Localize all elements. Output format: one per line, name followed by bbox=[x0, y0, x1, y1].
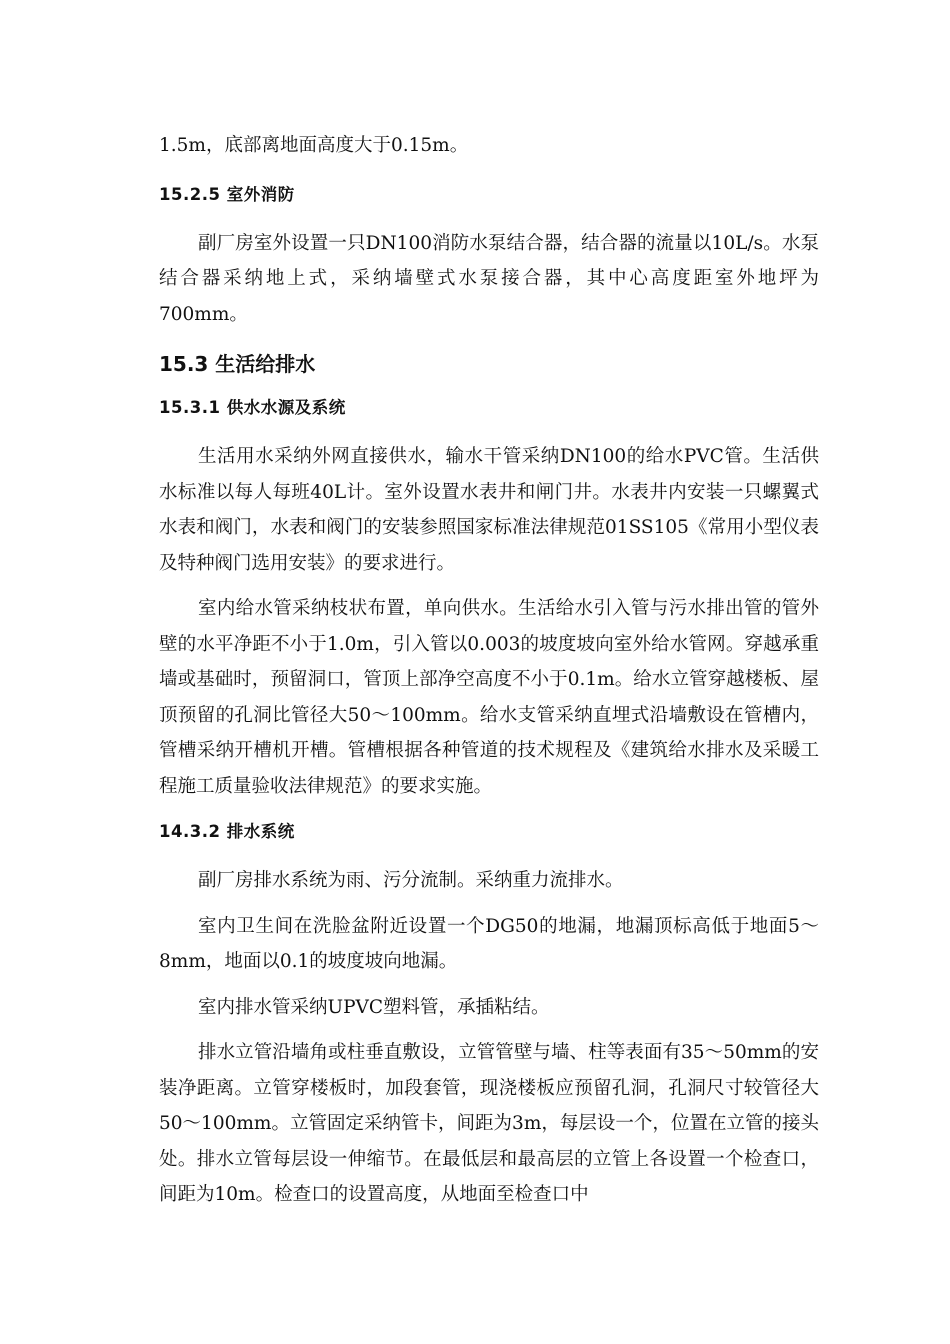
paragraph-drain-pipe: 室内排水管采纳UPVC塑料管，承插粘结。 bbox=[198, 996, 550, 1018]
paragraph-outdoor-fire: 副厂房室外设置一只DN100消防水泵结合器，结合器的流量以10L/s。水泵结合器采纳地上式，采纳墙壁式水泵接合器，其中心高度距室外地坪为700mm。 bbox=[159, 232, 819, 325]
section-heading-15-2-5: 15.2.5 室外消防 bbox=[159, 184, 295, 204]
paragraph-water-supply: 生活用水采纳外网直接供水，输水干管采纳DN100的给水PVC管。生活供水标准以每人每班40L计。室外设置水表井和闸门井。水表井内安装一只螺翼式水表和阀门，水表和阀门的安装参照国家标准法律规范01SS105《常用小型仪表及特种阀门选用安装》的要求进行。 bbox=[159, 446, 819, 574]
section-heading-15-3: 15.3 生活给排水 bbox=[159, 352, 316, 376]
paragraph-indoor-supply: 室内给水管采纳枝状布置，单向供水。生活给水引入管与污水排出管的管外壁的水平净距不小于1.0m，引入管以0.003的坡度坡向室外给水管网。穿越承重墙或基础时，预留洞口，管顶上部净空高度不小于0.1m。给水立管穿越楼板、屋顶预留的孔洞比管径大50～100mm。给水支管采纳直埋式沿墙敷设在管槽内，管槽采纳开槽机开槽。管槽根据各种管道的技术规程及《建筑给水排水及采暖工程施工质量验收法律规范》的要求实施。 bbox=[159, 598, 819, 797]
document-body bbox=[159, 128, 819, 1223]
paragraph-continued: 1.5m，底部离地面高度大于0.15m。 bbox=[159, 135, 469, 156]
section-heading-15-3-1: 15.3.1 供水水源及系统 bbox=[159, 398, 346, 417]
section-heading-14-3-2: 14.3.2 排水系统 bbox=[159, 822, 295, 841]
paragraph-drainage-system: 副厂房排水系统为雨、污分流制。采纳重力流排水。 bbox=[198, 870, 624, 891]
paragraph-riser-pipe: 排水立管沿墙角或柱垂直敷设，立管管壁与墙、柱等表面有35～50mm的安装净距离。立管穿楼板时，加段套管，现浇楼板应预留孔洞，孔洞尺寸较管径大50～100mm。立管固定采纳管卡，间距为3m，每层设一个，位置在立管的接头处。排水立管每层设一伸缩节。在最低层和最高层的立管上各设置一个检查口，间距为10m。检查口的设置高度，从地面至检查口中 bbox=[159, 1042, 819, 1205]
paragraph-floor-drain: 室内卫生间在洗脸盆附近设置一个DG50的地漏，地漏顶标高低于地面5～8mm，地面以0.1的坡度坡向地漏。 bbox=[159, 915, 819, 972]
